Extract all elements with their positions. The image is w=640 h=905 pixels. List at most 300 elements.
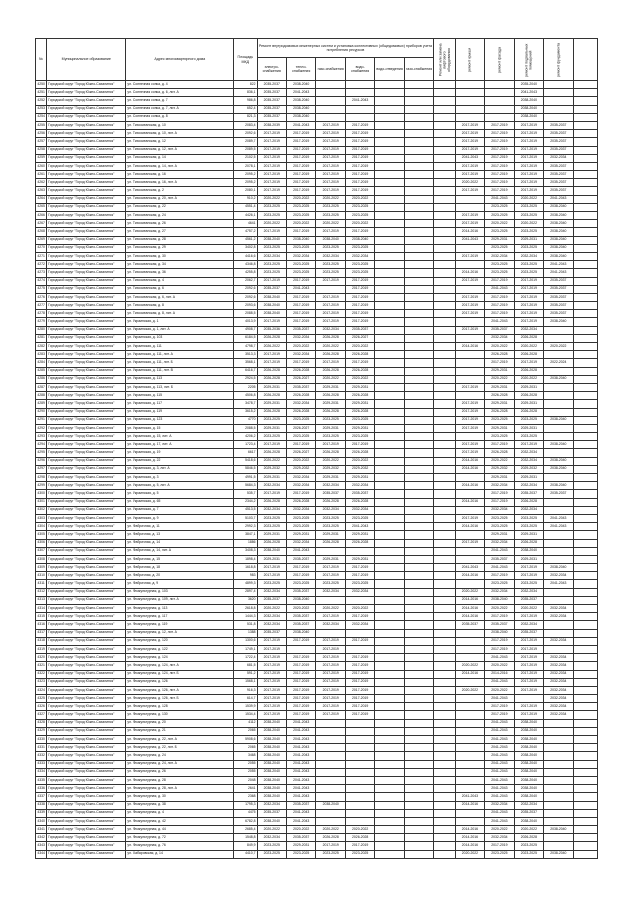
row-basement: 2017-2019: [514, 613, 543, 621]
row-water: 2026-2028: [345, 834, 374, 842]
row-area: 4426,1: [234, 212, 257, 220]
row-gas: [316, 768, 345, 776]
row-heat: 2041-2043: [286, 817, 315, 825]
row-roof: 2014-2016: [455, 826, 484, 834]
row-drainage: [375, 621, 404, 629]
row-gas: 2020-2022: [316, 605, 345, 613]
row-gas: 2029-2031: [316, 400, 345, 408]
row-heat: 2032-2034: [286, 539, 315, 547]
row-drainage: [375, 801, 404, 809]
row-area: 3408,3: [234, 547, 257, 555]
row-electricity: 2020-2022: [257, 195, 286, 203]
row-electricity: 2035-2037: [257, 113, 286, 121]
row-gas-2: [404, 318, 434, 326]
row-lift: [434, 482, 455, 490]
row-gas: 2032-2034: [316, 252, 345, 260]
table-row: [36, 277, 598, 285]
row-electricity: 2017-2019: [257, 711, 286, 719]
table-row: [36, 727, 598, 735]
row-heat: 2038-2040: [286, 596, 315, 604]
row-gas-2: [404, 449, 434, 457]
row-foundation: 2038-2040: [544, 203, 573, 211]
row-water: 2032-2034: [345, 588, 374, 596]
row-electricity: 2038-2040: [257, 817, 286, 825]
row-municipality: Городской округ "Город Южно-Сахалинск": [47, 408, 126, 416]
row-gas-2: [404, 121, 434, 129]
row-number: 4282: [36, 343, 47, 351]
row-lift: [434, 727, 455, 735]
header-water: водо-снабжения: [345, 58, 374, 81]
row-heat: 2023-2025: [286, 580, 315, 588]
row-heat: 2020-2022: [286, 457, 315, 465]
row-foundation: 2041-2043: [544, 195, 573, 203]
row-water: 2017-2019: [345, 654, 374, 662]
row-water: 2017-2019: [345, 613, 374, 621]
row-water: [345, 719, 374, 727]
row-municipality: Городской округ "Город Южно-Сахалинск": [47, 785, 126, 793]
row-facade: 2017-2019: [485, 613, 514, 621]
row-area: 2092,6: [234, 293, 257, 301]
row-gas-2: [404, 580, 434, 588]
row-heat: 2035-2037: [286, 383, 315, 391]
row-gas-2: [404, 531, 434, 539]
row-basement: 2038-2040: [514, 727, 543, 735]
row-extra: [573, 547, 597, 555]
row-gas-2: [404, 621, 434, 629]
row-area: 3478,7: [234, 400, 257, 408]
row-municipality: Городской округ "Город Южно-Сахалинск": [47, 400, 126, 408]
row-gas-2: [404, 776, 434, 784]
row-lift: [434, 834, 455, 842]
table-row: [36, 695, 598, 703]
row-basement: 2026-2028: [514, 367, 543, 375]
row-address: ул. Хабаровская, д. 14: [126, 850, 234, 858]
row-foundation: 2041-2043: [544, 261, 573, 269]
row-gas: [316, 760, 345, 768]
table-row: [36, 244, 598, 252]
row-lift: [434, 711, 455, 719]
row-gas-2: [404, 834, 434, 842]
row-facade: 2026-2028: [485, 392, 514, 400]
row-number: 4314: [36, 605, 47, 613]
row-facade: 2041-2043: [485, 285, 514, 293]
row-area: 2089,5: [234, 146, 257, 154]
header-gas: газо-снабжения: [316, 58, 345, 81]
table-row: [36, 645, 598, 653]
row-address: ул. Украинская, д. 111: [126, 343, 234, 351]
row-facade: 2020-2022: [485, 343, 514, 351]
row-heat: 2017-2019: [286, 678, 315, 686]
row-gas-2: [404, 662, 434, 670]
row-basement: 2023-2025: [514, 523, 543, 531]
row-basement: 2032-2034: [514, 621, 543, 629]
row-address: ул. Украинская, д. 111, лит. В: [126, 367, 234, 375]
row-gas-2: [404, 179, 434, 187]
row-drainage: [375, 645, 404, 653]
row-number: 4291: [36, 416, 47, 424]
row-drainage: [375, 686, 404, 694]
row-heat: 2023-2025: [286, 212, 315, 220]
table-row: [36, 146, 598, 154]
row-extra: [573, 605, 597, 613]
row-foundation: 2035-2037: [544, 121, 573, 129]
row-facade: 2023-2025: [485, 203, 514, 211]
row-gas-2: [404, 154, 434, 162]
row-heat: 2035-2037: [286, 801, 315, 809]
row-electricity: 2035-2037: [257, 629, 286, 637]
row-number: 4281: [36, 334, 47, 342]
header-electricity: электро-снабжения: [257, 58, 286, 81]
row-municipality: Городской округ "Город Южно-Сахалинск": [47, 555, 126, 563]
row-basement: 2017-2019: [514, 572, 543, 580]
row-address: ул. Тихоокеанская, д. 16: [126, 171, 234, 179]
row-water: [345, 105, 374, 113]
row-extra: [573, 719, 597, 727]
row-drainage: [375, 744, 404, 752]
row-municipality: Городской округ "Город Южно-Сахалинск": [47, 588, 126, 596]
row-heat: 2017-2019: [286, 162, 315, 170]
row-basement: 2023-2025: [514, 850, 543, 858]
row-water: 2017-2019: [345, 564, 374, 572]
row-extra: [573, 89, 597, 97]
row-address: ул. Физкультурная, д. 117: [126, 613, 234, 621]
table-row: [36, 605, 598, 613]
row-address: ул. Тихоокеанская, д. 29: [126, 244, 234, 252]
row-drainage: [375, 474, 404, 482]
row-address: ул. Тихоокеанская, д. 4: [126, 277, 234, 285]
row-electricity: 2017-2019: [257, 670, 286, 678]
row-municipality: Городской округ "Город Южно-Сахалинск": [47, 613, 126, 621]
row-basement: 2032-2034: [514, 326, 543, 334]
row-foundation: 2035-2037: [544, 171, 573, 179]
row-basement: 2017-2019: [514, 441, 543, 449]
row-foundation: [544, 817, 573, 825]
table-row: [36, 736, 598, 744]
row-heat: 2017-2019: [286, 654, 315, 662]
row-address: ул. Тихоокеанская, д. 28: [126, 236, 234, 244]
row-gas-2: [404, 588, 434, 596]
row-facade: 2023-2025: [485, 244, 514, 252]
row-lift: [434, 400, 455, 408]
row-electricity: 2017-2019: [257, 441, 286, 449]
row-lift: [434, 605, 455, 613]
row-extra: [573, 179, 597, 187]
row-lift: [434, 146, 455, 154]
row-water: 2029-2032: [345, 465, 374, 473]
row-heat: 2041-2043: [286, 752, 315, 760]
row-municipality: Городской округ "Город Южно-Сахалинск": [47, 293, 126, 301]
row-basement: 2017-2019: [514, 179, 543, 187]
row-number: 4280: [36, 326, 47, 334]
row-lift: [434, 408, 455, 416]
row-address: ул. Физкультурная, д. 120: [126, 637, 234, 645]
row-basement: 2038-2040: [514, 736, 543, 744]
row-electricity: 2017-2019: [257, 645, 286, 653]
row-address: ул. Физкультурная, д. 42: [126, 817, 234, 825]
row-municipality: Городской округ "Город Южно-Сахалинск": [47, 547, 126, 555]
row-area: 3620: [234, 596, 257, 604]
row-foundation: 2035-2037: [544, 293, 573, 301]
row-facade: 2017-2019: [485, 703, 514, 711]
row-water: 2017-2019: [345, 293, 374, 301]
row-gas-2: [404, 113, 434, 121]
row-electricity: 2038-2040: [257, 293, 286, 301]
row-heat: 2041-2043: [286, 285, 315, 293]
row-basement: 2032-2034: [514, 506, 543, 514]
row-municipality: Городской округ "Город Южно-Сахалинск": [47, 392, 126, 400]
row-foundation: [544, 498, 573, 506]
table-row: [36, 621, 598, 629]
row-heat: 2023-2025: [286, 523, 315, 531]
header-extra: [573, 39, 597, 81]
row-electricity: 2023-2025: [257, 433, 286, 441]
row-area: 4475: [234, 809, 257, 817]
row-extra: [573, 154, 597, 162]
row-gas-2: [404, 326, 434, 334]
row-number: 4255: [36, 121, 47, 129]
row-address: ул. Солнечная сопка, д. 6, лит. А: [126, 89, 234, 97]
table-row: [36, 686, 598, 694]
row-water: [345, 645, 374, 653]
table-row: [36, 81, 598, 89]
row-facade: 2017-2019: [485, 121, 514, 129]
row-municipality: Городской округ "Город Южно-Сахалинск": [47, 351, 126, 359]
row-address: ул. Украинская, д. 103: [126, 334, 234, 342]
row-facade: 2026-2028: [485, 449, 514, 457]
row-gas: 2020-2022: [316, 826, 345, 834]
row-electricity: 2023-2025: [257, 212, 286, 220]
row-address: ул. Украинская, д. 111, лит. Б: [126, 359, 234, 367]
row-water: 2023-2025: [345, 244, 374, 252]
row-foundation: 2035-2037: [544, 162, 573, 170]
row-lift: [434, 719, 455, 727]
row-heat: 2017-2019: [286, 146, 315, 154]
row-facade: [485, 81, 514, 89]
row-heat: 2035-2037: [286, 555, 315, 563]
row-gas: 2023-2025: [316, 580, 345, 588]
row-roof: 2014-2016: [455, 670, 484, 678]
row-gas: 2023-2025: [316, 850, 345, 858]
row-drainage: [375, 334, 404, 342]
row-area: 2092,6: [234, 285, 257, 293]
row-roof: 2017-2019: [455, 146, 484, 154]
row-facade: 2041-2043: [485, 768, 514, 776]
row-municipality: Городской округ "Город Южно-Сахалинск": [47, 236, 126, 244]
row-heat: 2023-2025: [286, 244, 315, 252]
table-row: [36, 408, 598, 416]
row-roof: 2041-2043: [455, 154, 484, 162]
row-lift: [434, 523, 455, 531]
row-drainage: [375, 244, 404, 252]
row-heat: 2032-2034: [286, 252, 315, 260]
row-gas: 2023-2025: [316, 514, 345, 522]
row-electricity: 2038-2040: [257, 744, 286, 752]
row-municipality: Городской округ "Город Южно-Сахалинск": [47, 645, 126, 653]
row-municipality: Городской округ "Город Южно-Сахалинск": [47, 605, 126, 613]
row-roof: 2041-2043: [455, 564, 484, 572]
row-drainage: [375, 539, 404, 547]
row-municipality: Городской округ "Город Южно-Сахалинск": [47, 564, 126, 572]
row-facade: 2041-2043: [485, 547, 514, 555]
row-gas-2: [404, 736, 434, 744]
row-address: ул. Физкультурная, д. 126, лит. А: [126, 686, 234, 694]
row-lift: [434, 580, 455, 588]
row-roof: [455, 244, 484, 252]
row-roof: 2014-2016: [455, 801, 484, 809]
row-gas-2: [404, 228, 434, 236]
row-area: 2992,3: [234, 523, 257, 531]
row-foundation: 2038-2040: [544, 236, 573, 244]
row-area: 3468: [234, 752, 257, 760]
row-area: 5846,5: [234, 465, 257, 473]
header-gas-2: газо-снабжения: [404, 58, 434, 81]
table-row: [36, 449, 598, 457]
row-facade: 2017-2019: [485, 359, 514, 367]
row-municipality: Городской округ "Город Южно-Сахалинск": [47, 375, 126, 383]
row-electricity: 2029-2031: [257, 424, 286, 432]
row-basement: 2026-2028: [514, 539, 543, 547]
row-foundation: [544, 383, 573, 391]
table-body: [36, 81, 598, 859]
row-foundation: [544, 621, 573, 629]
row-lift: [434, 621, 455, 629]
row-electricity: 2017-2019: [257, 662, 286, 670]
row-heat: 2017-2019: [286, 228, 315, 236]
row-drainage: [375, 449, 404, 457]
row-extra: [573, 113, 597, 121]
row-gas: [316, 785, 345, 793]
row-gas: 2017-2019: [316, 171, 345, 179]
row-gas: [316, 793, 345, 801]
row-gas: 2032-2034: [316, 482, 345, 490]
row-electricity: 2032-2034: [257, 801, 286, 809]
row-gas: 2035-2037: [316, 490, 345, 498]
row-heat: 2023-2025: [286, 433, 315, 441]
row-gas: 2029-2031: [316, 555, 345, 563]
row-area: 4899,3: [234, 580, 257, 588]
row-lift: [434, 555, 455, 563]
row-number: 4315: [36, 613, 47, 621]
row-area: 4513,5: [234, 506, 257, 514]
row-heat: 2023-2025: [286, 203, 315, 211]
table-row: [36, 236, 598, 244]
row-roof: 2017-2019: [455, 171, 484, 179]
row-drainage: [375, 572, 404, 580]
row-basement: 2038-2040: [514, 785, 543, 793]
row-electricity: 2023-2025: [257, 842, 286, 850]
row-foundation: [544, 113, 573, 121]
row-area: 2065: [234, 727, 257, 735]
row-electricity: 2035-2037: [257, 81, 286, 89]
row-roof: 2020-2022: [455, 662, 484, 670]
header-foundation: ремонт фундамента: [544, 39, 573, 81]
row-water: 2017-2019: [345, 318, 374, 326]
table-row: [36, 785, 598, 793]
row-gas: 2032-2034: [316, 506, 345, 514]
row-extra: [573, 457, 597, 465]
row-water: 2017-2019: [345, 228, 374, 236]
row-drainage: [375, 490, 404, 498]
table-row: [36, 482, 598, 490]
row-basement: 2026-2028: [514, 334, 543, 342]
row-lift: [434, 130, 455, 138]
row-area: 6782,8: [234, 817, 257, 825]
row-address: ул. Фабричная, д. 11: [126, 523, 234, 531]
row-roof: 2017-2019: [455, 302, 484, 310]
row-basement: 2038-2040: [514, 817, 543, 825]
row-extra: [573, 195, 597, 203]
row-address: ул. Украинская, д. 22: [126, 457, 234, 465]
row-extra: [573, 695, 597, 703]
row-municipality: Городской округ "Город Южно-Сахалинск": [47, 752, 126, 760]
row-area: 2089,7: [234, 138, 257, 146]
row-gas-2: [404, 785, 434, 793]
row-heat: 2020-2022: [286, 605, 315, 613]
row-facade: 2017-2019: [485, 302, 514, 310]
row-area: 836,1: [234, 89, 257, 97]
row-extra: [573, 809, 597, 817]
row-basement: 2017-2019: [514, 121, 543, 129]
row-gas-2: [404, 605, 434, 613]
row-facade: 2026-2028: [485, 408, 514, 416]
row-drainage: [375, 514, 404, 522]
row-basement: 2029-2031: [514, 424, 543, 432]
row-area: 4757,2: [234, 228, 257, 236]
row-gas: 2038-2040: [316, 801, 345, 809]
row-area: 1795,3: [234, 801, 257, 809]
row-basement: 2038-2040: [514, 776, 543, 784]
row-extra: [573, 776, 597, 784]
row-lift: [434, 121, 455, 129]
row-area: 2088,5: [234, 424, 257, 432]
row-number: 4253: [36, 105, 47, 113]
row-drainage: [375, 228, 404, 236]
row-drainage: [375, 130, 404, 138]
row-number: 4294: [36, 441, 47, 449]
row-municipality: Городской округ "Город Южно-Сахалинск": [47, 343, 126, 351]
row-area: 986,8: [234, 97, 257, 105]
row-gas-2: [404, 670, 434, 678]
row-facade: 2017-2019: [485, 572, 514, 580]
row-area: 4410,7: [234, 850, 257, 858]
row-basement: 2023-2025: [514, 203, 543, 211]
row-foundation: [544, 776, 573, 784]
row-address: ул. Физкультурная, д. 126: [126, 678, 234, 686]
row-roof: 2017-2019: [455, 138, 484, 146]
row-water: 2017-2019: [345, 154, 374, 162]
row-number: 4317: [36, 629, 47, 637]
row-drainage: [375, 293, 404, 301]
row-extra: [573, 375, 597, 383]
row-municipality: Городской округ "Город Южно-Сахалинск": [47, 744, 126, 752]
row-water: 2035-2037: [345, 490, 374, 498]
row-roof: 2014-2016: [455, 343, 484, 351]
row-area: 5418,6: [234, 457, 257, 465]
row-drainage: [375, 817, 404, 825]
row-extra: [573, 506, 597, 514]
table-row: [36, 212, 598, 220]
row-roof: [455, 195, 484, 203]
table-row: [36, 269, 598, 277]
row-roof: [455, 645, 484, 653]
row-heat: 2035-2037: [286, 588, 315, 596]
row-lift: [434, 212, 455, 220]
row-water: [345, 768, 374, 776]
row-heat: 2035-2037: [286, 621, 315, 629]
row-number: 4312: [36, 588, 47, 596]
row-electricity: 2032-2034: [257, 482, 286, 490]
row-drainage: [375, 834, 404, 842]
